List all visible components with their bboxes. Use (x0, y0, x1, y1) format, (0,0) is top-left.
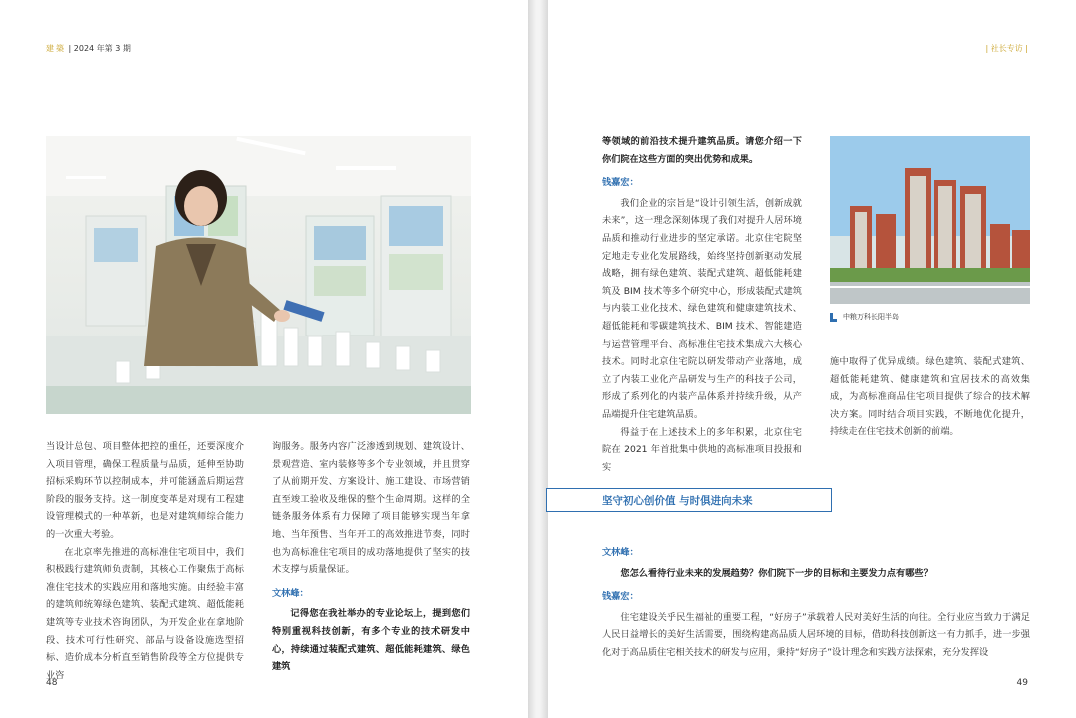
left-page (0, 0, 528, 718)
paragraph: 在北京率先推进的高标准住宅项目中，我们积极践行建筑师负责制，其核心工作聚焦于高标准住宅技术的实践应用和落地实施。由经验丰富的建筑师统筹绿色建筑、装配式建筑、超低能耗建筑等专业技术咨询团队，为开发企业在拿地阶段、技术可行性研究、部品与设备设施选型招标、造价成本分析直至销售阶段等全方位提供专业咨 (46, 546, 244, 681)
speaker-label: 钱嘉宏： (602, 591, 639, 603)
paragraph: 询服务。服务内容广泛渗透到规划、建筑设计、景观营造、室内装修等多个专业领域，并且贯穿了从前期开发、方案设计、施工建设、市场营销直至竣工验收及维保的整个生命周期。这样的全链条服务体系有力保障了项目能够实现当年拿地、当年预售、当年开工的高效推进节奏，同时也为高标准住宅项目的成功落地提供了坚实的技术支撑与质量保证。 (272, 441, 470, 576)
paragraph: 住宅建设关乎民生福祉的重要工程，“好房子”承载着人民对美好生活的向往。全行业应当致力于满足人民日益增长的美好生活需要，围绕构建高品质人居环境的目标，借助科技创新这一有力抓手，进一步强化对于高品质住宅相关技术的研发与应用，秉持“好房子”设计理念和实践方法探索，充分发挥设 (602, 611, 1030, 658)
section-heading: 坚守初心创价值 与时俱进向未来 (602, 495, 753, 507)
speaker-label: 钱嘉宏： (602, 177, 639, 189)
page-number-left: 48 (46, 678, 58, 688)
book-gutter (528, 0, 548, 718)
towers-photo-illustration (830, 136, 1030, 304)
running-head-left (46, 43, 131, 54)
running-head-right: | 社长专访 | (985, 44, 1028, 53)
interview-question: 记得您在我社举办的专业论坛上，提到您们特别重视科技创新，有多个专业的技术研发中心，持续通过装配式建筑、超低能耗建筑、绿色建筑 (272, 608, 470, 673)
photo-caption (830, 312, 899, 322)
speaker-label: 文林峰： (602, 547, 639, 558)
paragraph: 施中取得了优异成绩。绿色建筑、装配式建筑、超低能耗建筑、健康建筑和宜居技术的高效集成，为高标准商品住宅项目提供了综合的技术解决方案。同时结合项目实践，不断地优化提升，持续走在住宅技术创新的前端。 (830, 356, 1030, 438)
page-number-right: 49 (1016, 678, 1028, 688)
section-heading-bar (546, 488, 832, 512)
interview-question-continued: 等领域的前沿技术提升建筑品质。请您介绍一下你们院在这些方面的突出优势和成果。 (602, 136, 802, 165)
left-column-2 (272, 438, 470, 676)
issue-label: | 2024 年第 3 期 (68, 44, 131, 53)
right-bottom-text (602, 538, 1030, 662)
magazine-brand: 建築 (46, 44, 66, 53)
right-column-1 (602, 133, 802, 476)
paragraph: 当设计总包、项目整体把控的重任，还要深度介入项目管理，确保工程质量与品质，延伸至协助招标采购环节以控制成本，并可能涵盖后期运营阶段的服务支持。这一制度变革是对现有工程建设管理模式的一种革新，也是对建筑师综合能力的一次重大考验。 (46, 441, 244, 540)
paragraph: 得益于在上述技术上的多年积累，北京住宅院在 2021 年首批集中供地的高标准项目投报和实 (602, 426, 802, 473)
caption-text: 中粮万科长阳半岛 (843, 313, 899, 321)
photo-presenter-with-model (46, 136, 471, 414)
right-column-2 (830, 353, 1030, 441)
interview-question: 您怎么看待行业未来的发展趋势？你们院下一步的目标和主要发力点有哪些？ (620, 567, 933, 579)
paragraph: 我们企业的宗旨是“设计引领生活，创新成就未来”，这一理念深刻体现了我们对提升人居环境品质和推动行业进步的坚定承诺。北京住宅院坚定地走专业化发展路线，始终坚持创新驱动发展战略，拥有绿色建筑、装配式建筑、超低能耗建筑及 BIM 技术等多个研究中心，形成装配式建筑与内装工业化技术、绿色建筑和健康建筑技术、超低能耗和零碳建筑技术、BIM 技术、智能建造与运营管理平台、高标准住宅技术集成六大核心技术。同时北京住宅院以研发带动产业落地，成立了内装工业化产品研发与生产的科技子公司，形成了系列化的内装产品体系并持续升级，从产品端提升住宅建筑品质。 (602, 197, 802, 420)
speaker-label: 文林峰： (272, 587, 309, 599)
photo-residential-towers (830, 136, 1030, 304)
presenter-photo-illustration (46, 136, 471, 414)
left-column-1 (46, 438, 244, 684)
caption-marker-icon (830, 313, 837, 322)
